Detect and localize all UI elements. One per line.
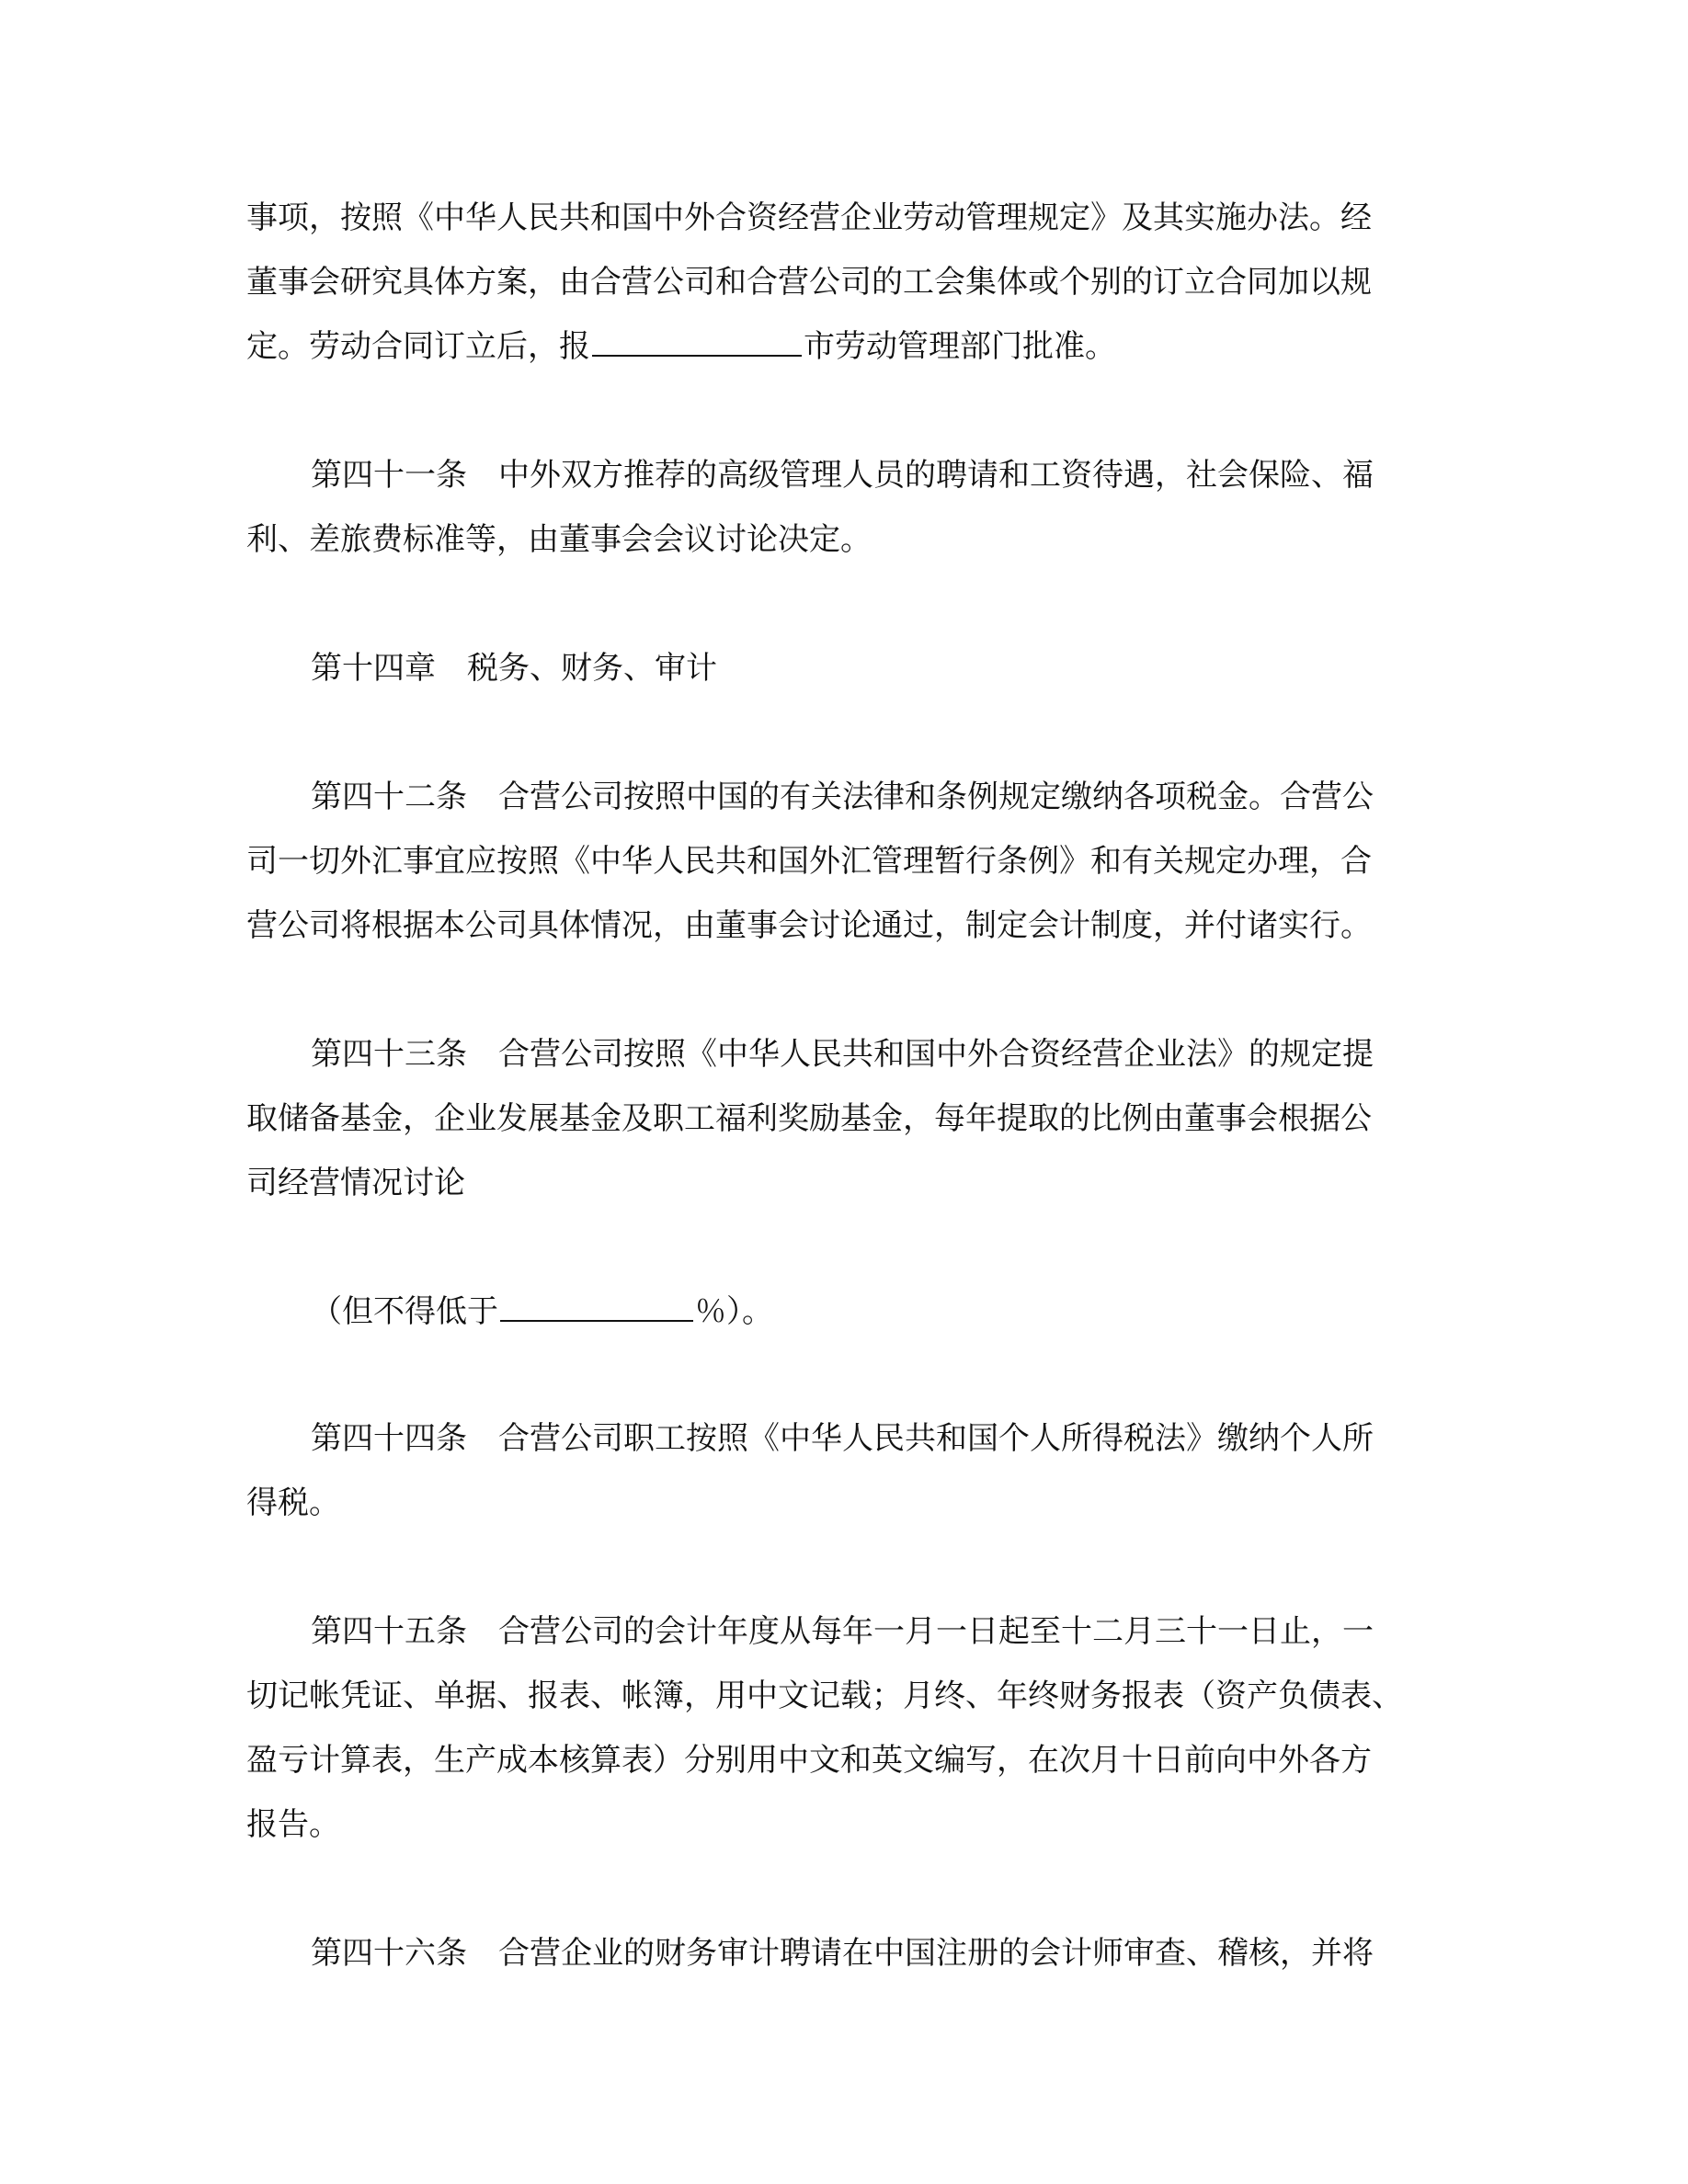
text-span: 司经营情况讨论 xyxy=(246,1165,465,1201)
article-43-line-1 xyxy=(311,1031,1374,1077)
article-41-line-2 xyxy=(246,517,872,563)
article-44-line-1 xyxy=(311,1416,1374,1462)
text-span: 合营公司按照中国的有关法律和条例规定缴纳各项税金。合营公 xyxy=(498,779,1374,815)
text-span: 董事会研究具体方案，由合营公司和合营公司的工会集体或个别的订立合同加以规 xyxy=(246,264,1372,301)
text-span: 事项，按照《中华人民共和国中外合资经营企业劳动管理规定》及其实施办法。经 xyxy=(246,199,1372,236)
text-span: 市劳动管理部门批准。 xyxy=(804,328,1116,365)
article-45-line-2 xyxy=(246,1673,1403,1719)
fill-in-blank-city xyxy=(592,324,802,357)
article-45-line-4 xyxy=(246,1802,340,1848)
para-labor-line-1 xyxy=(246,195,1372,241)
text-span: 合营企业的财务审计聘请在中国注册的会计师审查、稽核，并将 xyxy=(498,1935,1374,1972)
text-span: 得税。 xyxy=(246,1484,340,1521)
article-43-line-2 xyxy=(246,1096,1372,1142)
article-label: 第四十三条 xyxy=(311,1036,467,1073)
article-label: 第四十二条 xyxy=(311,779,467,815)
article-42-line-3 xyxy=(246,903,1372,949)
article-label: 第四十一条 xyxy=(311,457,467,494)
text-span: 合营公司职工按照《中华人民共和国个人所得税法》缴纳个人所 xyxy=(498,1420,1374,1457)
article-44-line-2 xyxy=(246,1480,340,1526)
article-43-line-4 xyxy=(311,1289,773,1335)
text-span: 合营公司按照《中华人民共和国中外合资经营企业法》的规定提 xyxy=(498,1036,1374,1073)
chapter-14-heading xyxy=(311,645,717,691)
article-label: 第四十五条 xyxy=(311,1613,467,1650)
text-span: 盈亏计算表，生产成本核算表）分别用中文和英文编写，在次月十日前向中外各方 xyxy=(246,1742,1372,1779)
text-span: 利、差旅费标准等，由董事会会议讨论决定。 xyxy=(246,521,872,558)
article-41-line-1 xyxy=(311,452,1374,498)
para-labor-line-2 xyxy=(246,259,1372,305)
article-45-line-1 xyxy=(311,1609,1374,1655)
text-span: （但不得低于 xyxy=(311,1293,498,1330)
fill-in-blank-percent xyxy=(500,1289,693,1322)
article-label: 第四十四条 xyxy=(311,1420,467,1457)
text-span: 中外双方推荐的高级管理人员的聘请和工资待遇，社会保险、福 xyxy=(498,457,1374,494)
para-labor-line-3 xyxy=(246,324,1116,370)
text-span: 报告。 xyxy=(246,1806,340,1843)
text-span: 司一切外汇事宜应按照《中华人民共和国外汇管理暂行条例》和有关规定办理，合 xyxy=(246,843,1372,880)
article-45-line-3 xyxy=(246,1737,1372,1783)
text-span: 定。劳动合同订立后，报 xyxy=(246,328,590,365)
text-span: 取储备基金，企业发展基金及职工福利奖励基金，每年提取的比例由董事会根据公 xyxy=(246,1100,1372,1137)
text-span: 切记帐凭证、单据、报表、帐簿，用中文记载；月终、年终财务报表（资产负债表、 xyxy=(246,1678,1403,1714)
article-label: 第四十六条 xyxy=(311,1935,467,1972)
article-43-line-3 xyxy=(246,1160,465,1206)
article-42-line-2 xyxy=(246,838,1372,884)
text-span: 营公司将根据本公司具体情况，由董事会讨论通过，制定会计制度，并付诸实行。 xyxy=(246,907,1372,944)
text-span: ％）。 xyxy=(695,1293,773,1330)
chapter-title: 税务、财务、审计 xyxy=(467,650,717,687)
article-42-line-1 xyxy=(311,774,1374,820)
chapter-label: 第十四章 xyxy=(311,650,436,687)
article-46-line-1 xyxy=(311,1930,1374,1976)
text-span: 合营公司的会计年度从每年一月一日起至十二月三十一日止，一 xyxy=(498,1613,1374,1650)
